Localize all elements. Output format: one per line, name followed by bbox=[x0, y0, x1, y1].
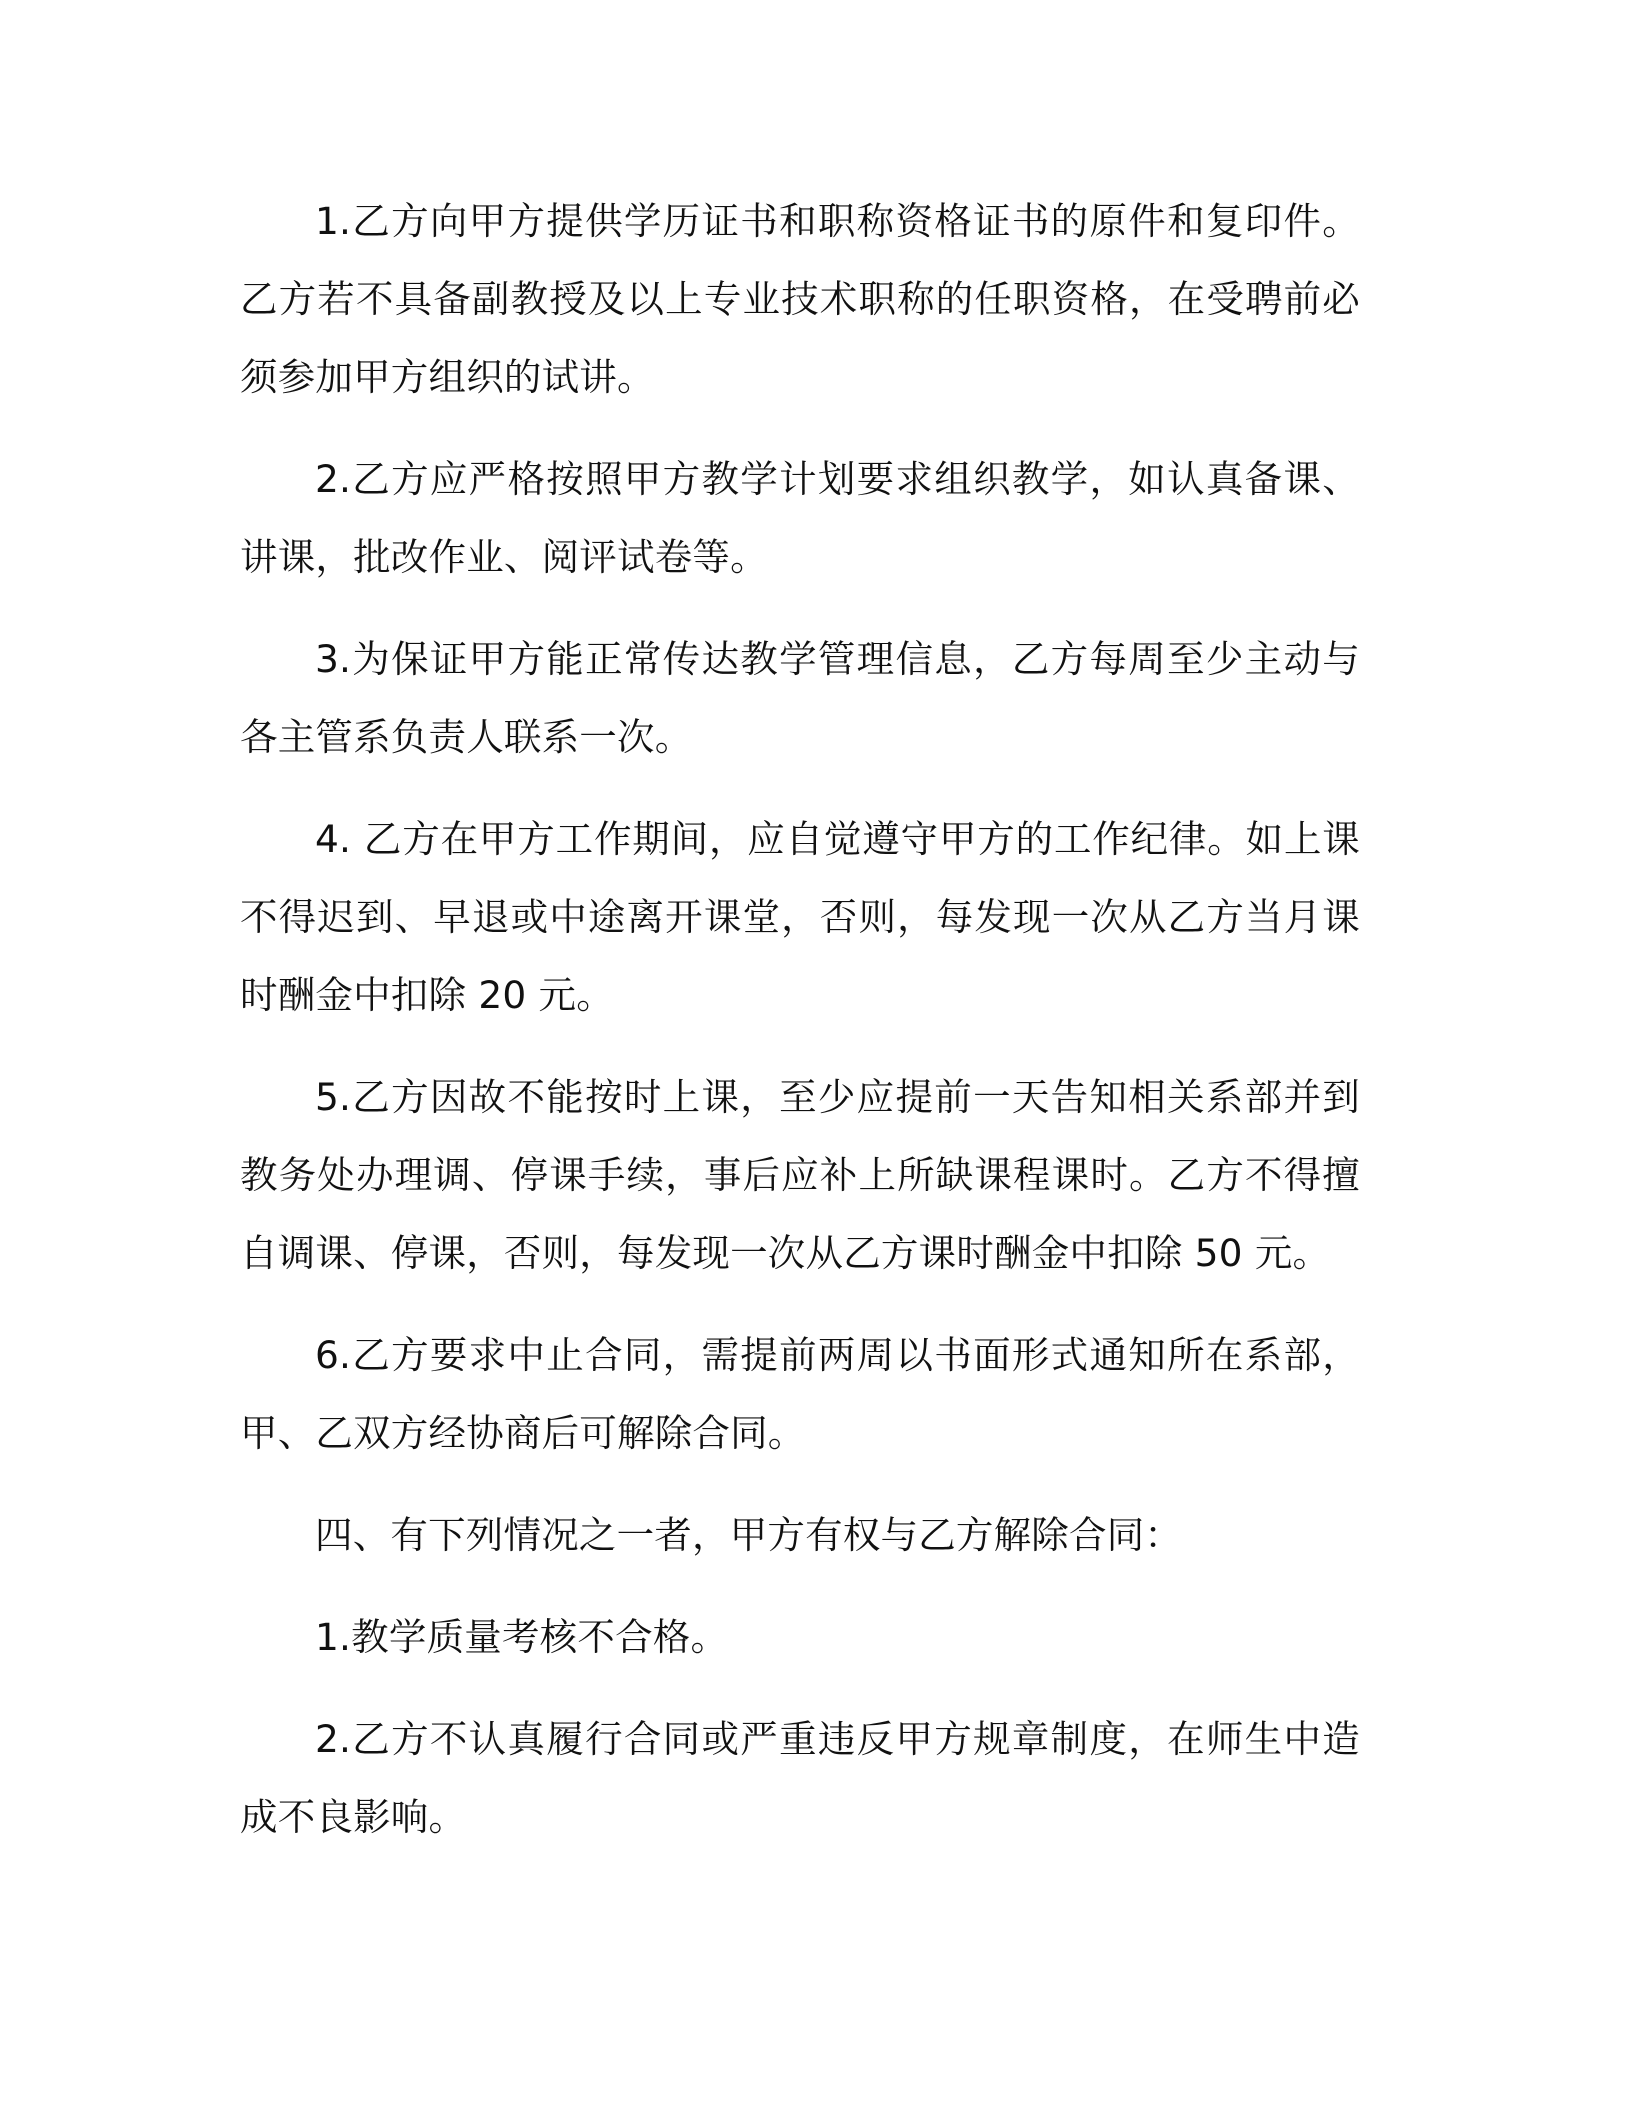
paragraph-2: 2.乙方应严格按照甲方教学计划要求组织教学，如认真备课、讲课，批改作业、阅评试卷等。 bbox=[240, 457, 1360, 579]
paragraph-3: 3.为保证甲方能正常传达教学管理信息，乙方每周至少主动与各主管系负责人联系一次。 bbox=[240, 637, 1360, 759]
document-body bbox=[240, 182, 1360, 1880]
section-heading-4: 四、有下列情况之一者，甲方有权与乙方解除合同： bbox=[315, 1513, 1183, 1557]
paragraph-5: 5.乙方因故不能按时上课，至少应提前一天告知相关系部并到教务处办理调、停课手续，事后应补上所缺课程课时。乙方不得擅自调课、停课，否则，每发现一次从乙方课时酬金中扣除 50 元。 bbox=[240, 1075, 1360, 1275]
paragraph-1: 1.乙方向甲方提供学历证书和职称资格证书的原件和复印件。乙方若不具备副教授及以上专业技术职称的任职资格，在受聘前必须参加甲方组织的试讲。 bbox=[240, 199, 1360, 399]
termination-item-2: 2.乙方不认真履行合同或严重违反甲方规章制度，在师生中造成不良影响。 bbox=[240, 1717, 1360, 1839]
termination-item-1: 1.教学质量考核不合格。 bbox=[315, 1615, 729, 1659]
paragraph-6: 6.乙方要求中止合同，需提前两周以书面形式通知所在系部，甲、乙双方经协商后可解除合同。 bbox=[240, 1333, 1360, 1455]
paragraph-4: 4. 乙方在甲方工作期间，应自觉遵守甲方的工作纪律。如上课不得迟到、早退或中途离开课堂，否则，每发现一次从乙方当月课时酬金中扣除 20 元。 bbox=[240, 817, 1360, 1017]
